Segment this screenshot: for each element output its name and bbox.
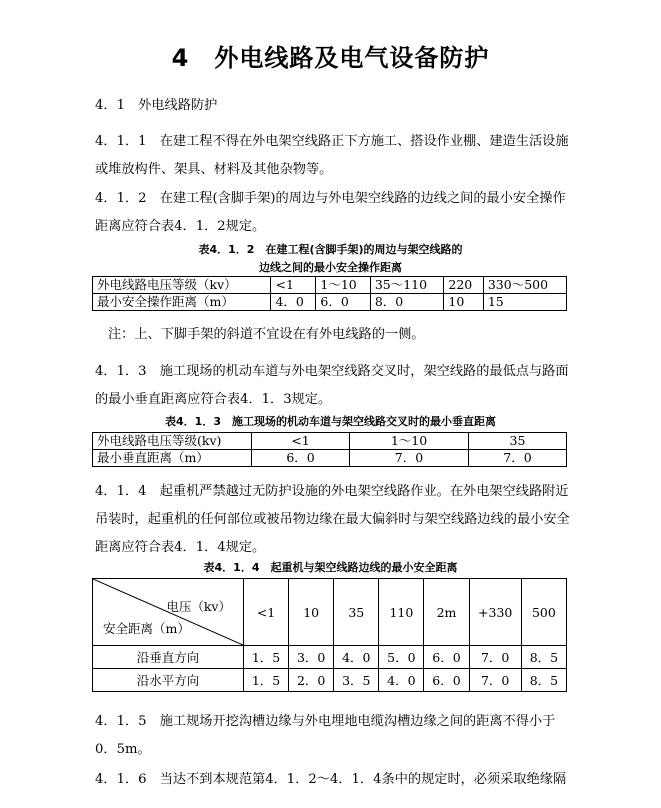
- diagonal-header-cell: [93, 579, 244, 646]
- table-cell: 6．0: [252, 450, 350, 467]
- table-cell: 1～10: [350, 433, 469, 450]
- table-caption-4-1-2: 表4．1．2 在建工程(含脚手架)的周边与架空线路的: [198, 243, 463, 256]
- table-cell: 10: [289, 579, 334, 646]
- header-voltage-label: 电压（kv）: [166, 599, 231, 614]
- table-cell: 3．0: [289, 646, 334, 669]
- table-cell: 110: [379, 579, 424, 646]
- clause-4-1-3: 4．1．3 施工现场的机动车道与外电架空线路交叉时，架空线路的最低点与路面的最小垂直距离应符合表4．1．3规定。: [95, 364, 569, 407]
- header-distance-label: 安全距离（m）: [103, 621, 190, 636]
- table-cell: 沿水平方向: [93, 669, 244, 692]
- table-cell: 35～110: [370, 277, 444, 294]
- table-row: [93, 294, 567, 311]
- table-4-1-4: [92, 578, 567, 692]
- table-cell: 6．0: [424, 646, 469, 669]
- table-cell: 7．0: [469, 646, 521, 669]
- table-cell: 5．0: [379, 646, 424, 669]
- table-cell: 1．5: [244, 646, 289, 669]
- table-cell: <1: [244, 579, 289, 646]
- table-cell: 8．5: [521, 646, 566, 669]
- table-cell: <1: [271, 277, 316, 294]
- table-cell: 6．0: [424, 669, 469, 692]
- table-cell: 2m: [424, 579, 469, 646]
- table-cell: 330～500: [483, 277, 566, 294]
- table-cell: 最小安全操作距离（m）: [93, 294, 271, 311]
- table-cell: 最小垂直距离（m）: [93, 450, 252, 467]
- table-cell: 220: [444, 277, 483, 294]
- table-row: [93, 669, 567, 692]
- table-cell: 8．5: [521, 669, 566, 692]
- table-cell: 3．5: [334, 669, 379, 692]
- table-row: [93, 450, 567, 467]
- table-cell: 外电线路电压等级(kv): [93, 433, 252, 450]
- table-cell: 7．0: [350, 450, 469, 467]
- table-caption-4-1-4: 表4．1．4 起重机与架空线路边线的最小安全距离: [203, 561, 458, 574]
- table-cell: 7．0: [468, 450, 566, 467]
- table-cell: 沿垂直方向: [93, 646, 244, 669]
- table-cell: 2．0: [289, 669, 334, 692]
- table-cell: 7．0: [469, 669, 521, 692]
- chapter-title: 4 外电线路及电气设备防护: [171, 44, 490, 72]
- clause-4-1-4: 4．1．4 起重机严禁越过无防护设施的外电架空线路作业。在外电架空线路附近吊装时，起重机的任何部位或被吊物边缘在最大偏斜时与架空线路边线的最小安全距离应符合表4．1．4规定。: [95, 484, 570, 555]
- section-heading: 4．1 外电线路防护: [95, 98, 218, 113]
- table-row: [93, 277, 567, 294]
- clause-4-1-6: 4．1．6 当达不到本规范第4．1．2～4．1．4条中的规定时，必须采取绝缘隔: [95, 772, 567, 787]
- table-cell: 4．0: [271, 294, 316, 311]
- table-4-1-3: [92, 432, 567, 467]
- clause-4-1-2: 4．1．2 在建工程(含脚手架)的周边与外电架空线路的边线之间的最小安全操作距离应符合表4．1．2规定。: [95, 191, 566, 234]
- table-cell: 1．5: [244, 669, 289, 692]
- table-caption-4-1-3: 表4．1．3 施工现场的机动车道与架空线路交叉时的最小垂直距离: [165, 415, 496, 428]
- table-cell: 4．0: [334, 646, 379, 669]
- table-row: [93, 433, 567, 450]
- table-cell: 500: [521, 579, 566, 646]
- clause-4-1-5: 4．1．5 施工规场开挖沟槽边缘与外电埋地电缆沟槽边缘之间的距离不得小于0．5m。: [95, 714, 556, 757]
- table-row: [93, 646, 567, 669]
- table-row: [93, 579, 567, 646]
- table-cell: 10: [444, 294, 483, 311]
- table-cell: 外电线路电压等级（kv）: [93, 277, 271, 294]
- table-cell: <1: [252, 433, 350, 450]
- table-caption-4-1-2-line2: 边线之间的最小安全操作距离: [259, 261, 402, 274]
- table-4-1-2: [92, 276, 567, 311]
- table-cell: 6．0: [316, 294, 370, 311]
- table-cell: +330: [469, 579, 521, 646]
- table-cell: 1～10: [316, 277, 370, 294]
- table-note: 注：上、下脚手架的斜道不宜设在有外电线路的一侧。: [108, 327, 425, 342]
- table-cell: 15: [483, 294, 566, 311]
- table-cell: 4．0: [379, 669, 424, 692]
- table-cell: 8．0: [370, 294, 444, 311]
- table-cell: 35: [468, 433, 566, 450]
- table-cell: 35: [334, 579, 379, 646]
- clause-4-1-1: 4．1．1 在建工程不得在外电架空线路正下方施工、搭设作业棚、建造生活设施或堆放构件、架具、材料及其他杂物等。: [95, 134, 569, 177]
